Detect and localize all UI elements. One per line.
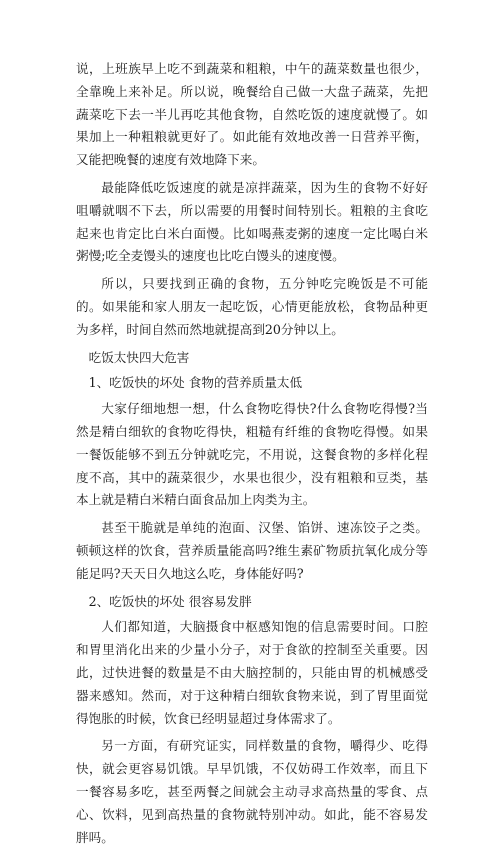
section-heading: 吃饭太快四大危害 (88, 349, 190, 365)
paragraph-2: 最能降低吃饭速度的就是凉拌蔬菜，因为生的食物不好好咀嚼就咽不下去，所以需要的用餐时间特别长。粗粮的主食吃起来也肯定比白米白面慢。比如喝燕麦粥的速度一定比喝白米粥慢;吃全麦馒头的速度也比吃白馒头的速度慢。 (76, 179, 428, 264)
paragraph-5: 甚至干脆就是单纯的泡面、汉堡、馅饼、速冻饺子之类。顿顿这样的饮食，营养质量能高吗?维生素矿物质抗氧化成分等能足吗?天天日久地这么吃，身体能好吗? (76, 520, 428, 581)
subheading-2: 2、吃饭快的坏处 很容易发胖 (88, 593, 252, 609)
subheading-1: 1、吃饭快的坏处 食物的营养质量太低 (88, 375, 303, 391)
paragraph-6: 人们都知道，大脑摄食中枢感知饱的信息需要时间。口腔和胃里消化出来的少量小分子，对于食欲的控制至关重要。因此，过快进餐的数量是不由大脑控制的，只能由胃的机械感受器来感知。然而，对于这种精白细软食物来说，到了胃里面觉得饱胀的时候，饮食已经明显超过身体需求了。 (76, 619, 428, 726)
paragraph-4: 大家仔细地想一想，什么食物吃得快?什么食物吃得慢?当然是精白细软的食物吃得快，粗糙有纤维的食物吃得慢。如果一餐饭能够不到五分钟就吃完，不用说，这餐食物的多样化程度不高，其中的蔬菜很少，水果也很少，没有粗粮和豆类，基本上就是精白米精白面食品加上肉类为主。 (76, 401, 428, 508)
document-page (76, 58, 428, 854)
paragraph-1: 说，上班族早上吃不到蔬菜和粗粮，中午的蔬菜数量也很少，全靠晚上来补足。所以说，晚餐给自己做一大盘子蔬菜，先把蔬菜吃下去一半儿再吃其他食物，自然吃饭的速度就慢了。如果加上一种粗粮就更好了。如此能有效地改善一日营养平衡，又能把晚餐的速度有效地降下来。 (76, 61, 428, 168)
paragraph-7: 另一方面，有研究证实，同样数量的食物，嚼得少、吃得快，就会更容易饥饿。早早饥饿，不仅妨碍工作效率，而且下一餐容易多吃，甚至两餐之间就会主动寻求高热量的零食、点心、饮料，见到高热量的食物就特别冲动。如此，能不容易发胖吗。 (76, 738, 428, 845)
paragraph-3: 所以，只要找到正确的食物，五分钟吃完晚饭是不可能的。如果能和家人朋友一起吃饭，心情更能放松，食物品种更为多样，时间自然而然地就提高到20分钟以上。 (76, 276, 428, 337)
